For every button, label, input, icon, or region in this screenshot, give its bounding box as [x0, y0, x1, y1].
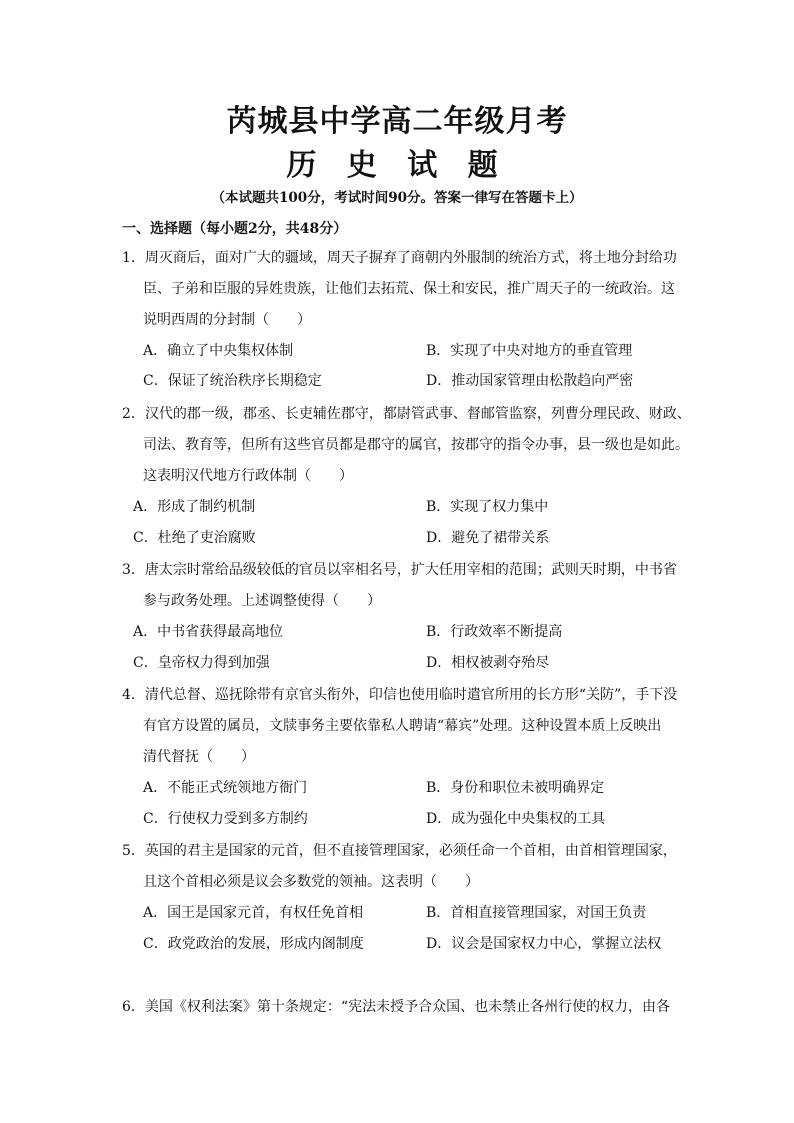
- question-3-option-c: C．皇帝权力得到加强: [133, 655, 270, 671]
- question-3-option-b: B．行政效率不断提高: [426, 624, 563, 640]
- question-3-line-2: 参与政务处理。上述调整使得（ ）: [143, 593, 381, 609]
- question-4-option-c: C．行使权力受到多方制约: [143, 811, 308, 827]
- question-2-option-b: B．实现了权力集中: [426, 499, 549, 515]
- exam-note: （本试题共100分，考试时间90分。答案一律写在答题卡上）: [211, 190, 583, 206]
- question-2-option-c: C．杜绝了吏治腐败: [133, 530, 256, 546]
- question-2-line-3: 这表明汉代地方行政体制（ ）: [143, 468, 353, 484]
- exam-title: 芮城县中学高二年级月考: [226, 104, 568, 139]
- question-3-option-a: A．中书省获得最高地位: [133, 624, 284, 640]
- subject-title: 历 史 试 题: [286, 148, 508, 183]
- question-5-line-2: 且这个首相必须是议会多数党的领袖。这表明（ ）: [143, 874, 479, 890]
- question-2-option-a: A．形成了制约机制: [133, 499, 256, 515]
- question-4-line-1: 4．清代总督、巡抚除带有京官头衔外，印信也使用临时遣官所用的长方形“关防”，手下没: [122, 687, 678, 703]
- question-5-option-c: C．政党政治的发展，形成内阁制度: [143, 936, 364, 952]
- question-4-option-d: D．成为强化中央集权的工具: [426, 811, 606, 827]
- question-4-line-2: 有官方设置的属员，文牍事务主要依靠私人聘请“幕宾”处理。这种设置本质上反映出: [143, 718, 662, 734]
- question-1-line-2: 臣、子弟和臣服的异姓贵族，让他们去拓荒、保土和安民，推广周天子的一统政治。这: [143, 281, 675, 297]
- question-1-option-b: B．实现了中央对地方的垂直管理: [426, 343, 633, 359]
- question-4-option-b: B．身份和职位未被明确界定: [426, 780, 605, 796]
- question-2-option-d: D．避免了裙带关系: [426, 530, 550, 546]
- section-title: 一、选择题（每小题2分，共48分）: [122, 221, 348, 237]
- question-1-line-1: 1．周灭商后，面对广大的疆域，周天子摒弃了商朝内外服制的统治方式，将土地分封给功: [122, 250, 677, 266]
- question-5-option-a: A．国王是国家元首，有权任免首相: [143, 905, 364, 921]
- question-5-line-1: 5．英国的君主是国家的元首，但不直接管理国家，必须任命一个首相，由首相管理国家，: [122, 843, 677, 859]
- question-4-line-3: 清代督抚（ ）: [143, 749, 255, 765]
- question-3-line-1: 3．唐太宗时常给品级较低的官员以宰相名号，扩大任用宰相的范围；武则天时期，中书省: [122, 562, 677, 578]
- question-4-option-a: A．不能正式统领地方衙门: [143, 780, 308, 796]
- question-3-option-d: D．相权被剥夺殆尽: [426, 655, 550, 671]
- question-2-line-1: 2．汉代的郡一级，郡丞、长吏辅佐郡守，都尉管武事、督邮管监察，列曹分理民政、财政、: [122, 406, 691, 422]
- question-1-line-3: 说明西周的分封制（ ）: [143, 312, 311, 328]
- question-5-option-b: B．首相直接管理国家，对国王负责: [426, 905, 647, 921]
- question-1-option-d: D．推动国家管理由松散趋向严密: [426, 373, 634, 389]
- question-6-line-1: 6．美国《权利法案》第十条规定：“宪法未授予合众国、也未禁止各州行使的权力，由各: [122, 999, 671, 1015]
- question-1-option-c: C．保证了统治秩序长期稳定: [143, 373, 322, 389]
- question-5-option-d: D．议会是国家权力中心，掌握立法权: [426, 936, 662, 952]
- question-1-option-a: A．确立了中央集权体制: [143, 343, 294, 359]
- question-2-line-2: 司法、教育等，但所有这些官员都是郡守的属官，按郡守的指令办事，县一级也是如此。: [143, 437, 689, 453]
